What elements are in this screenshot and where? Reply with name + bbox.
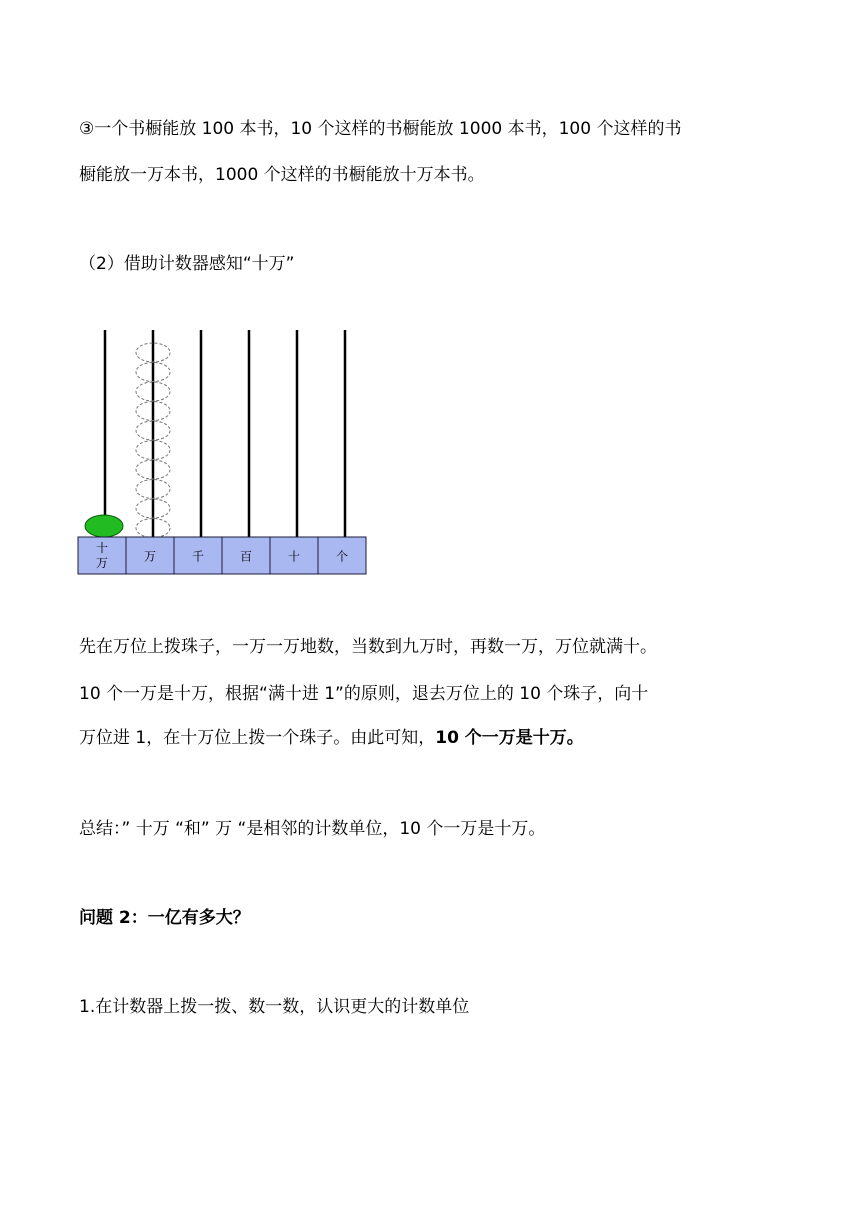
abacus-base [78,537,366,574]
paragraph-counting-conclusion: 10 个一万是十万。 [435,728,584,748]
abacus-bead [85,515,123,537]
abacus-counter-diagram [76,326,368,578]
paragraph-counting-line3-text: 万位进 1，在十万位上拨一个珠子。由此可知， [79,728,436,748]
question-heading: 问题 2：一亿有多大？ [79,908,250,928]
paragraph-bookshelf-line1: ③一个书橱能放 100 本书，10 个这样的书橱能放 1000 本书，100 个这样的书 [79,119,682,139]
abacus-rods [105,330,345,537]
section-subheading: （2）借助计数器感知“十万” [79,254,295,274]
place-value-label: 个 [335,549,349,564]
place-value-label: 千 [191,549,205,564]
paragraph-counting-line2: 10 个一万是十万，根据“满十进 1”的原则，退去万位上的 10 个珠子，向十 [79,684,649,704]
place-value-label: 十 [287,549,301,564]
task-instruction: 1.在计数器上拨一拨、数一数，认识更大的计数单位 [79,997,470,1017]
place-value-label: 百 [239,549,253,564]
paragraph-bookshelf-line2: 橱能放一万本书，1000 个这样的书橱能放十万本书。 [79,165,485,185]
paragraph-counting-line3 [79,727,584,749]
abacus-beads [85,515,123,537]
place-value-label: 万 [95,556,109,570]
summary-text: 总结：” 十万 “和” 万 “是相邻的计数单位，10 个一万是十万。 [79,819,546,839]
paragraph-counting-line1: 先在万位上拨珠子，一万一万地数，当数到九万时，再数一万，万位就满十。 [79,637,657,657]
place-value-label: 十 [95,541,109,555]
place-value-label: 万 [143,549,157,564]
